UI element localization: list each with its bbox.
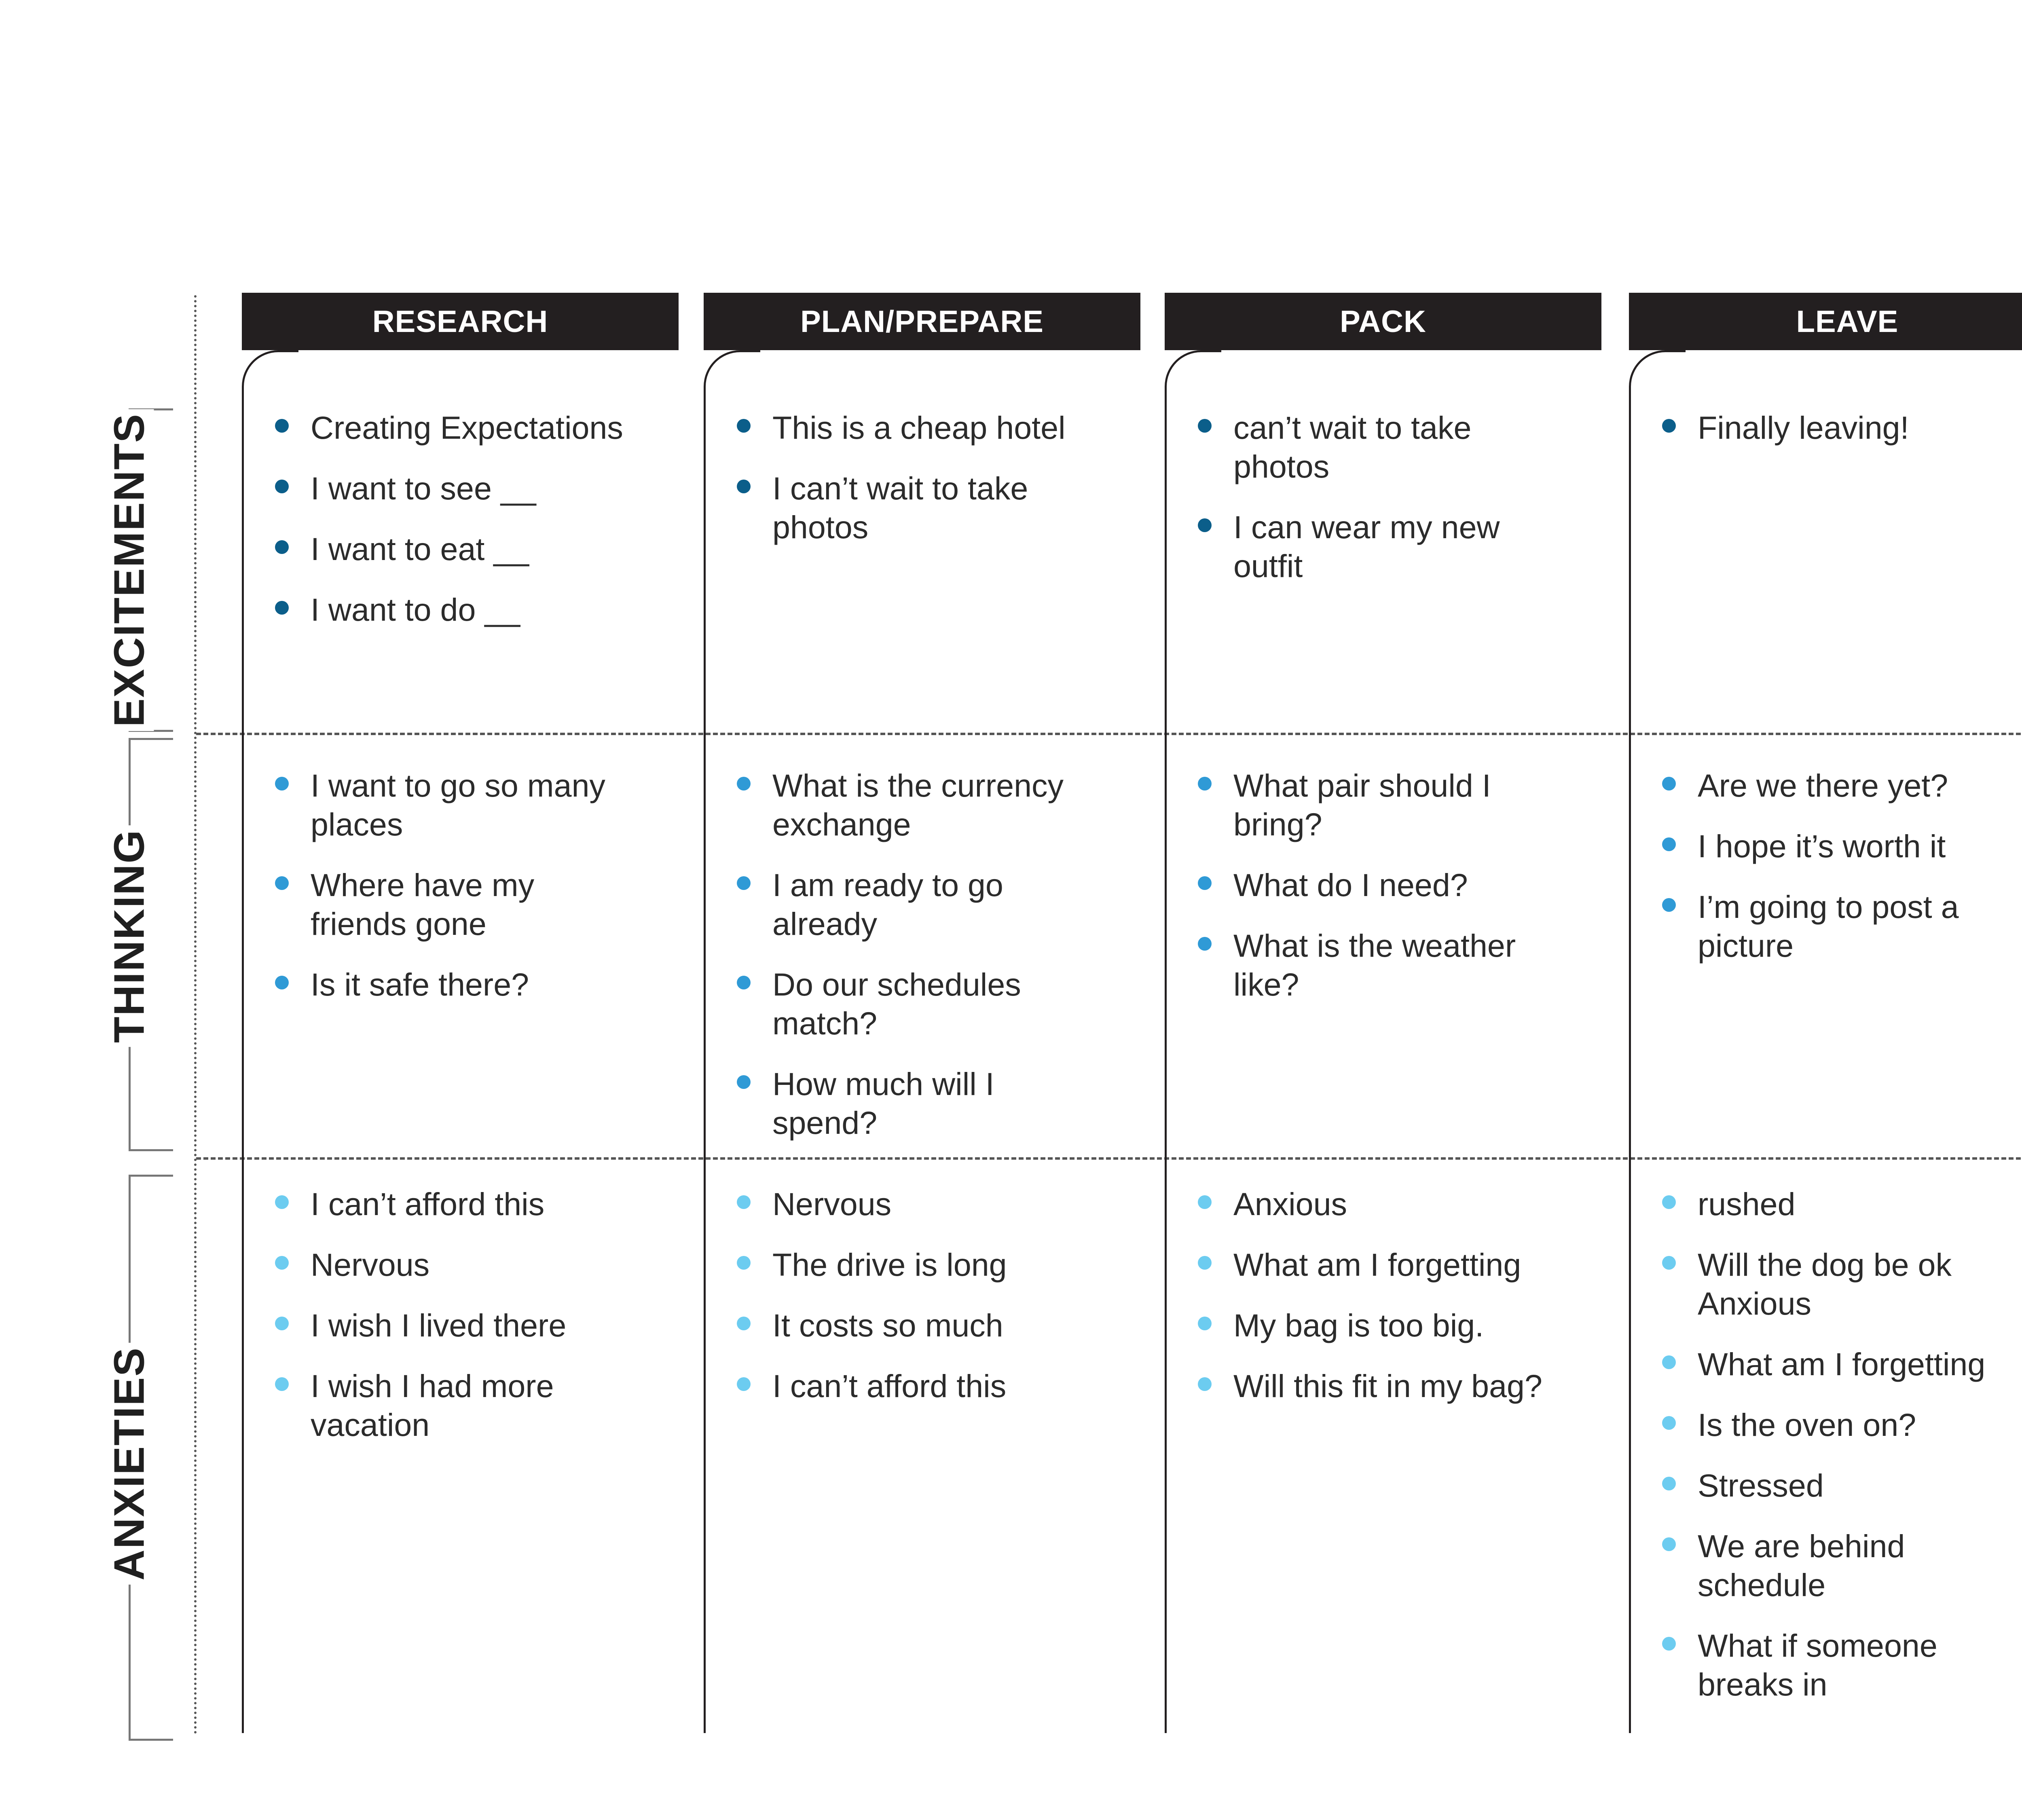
bullet-dot-icon xyxy=(275,1195,289,1209)
bullet-dot-icon xyxy=(737,777,751,791)
excitements-cell-plan-prepare xyxy=(732,408,1096,569)
stage-header-leave: LEAVE xyxy=(1629,293,2022,350)
list-item xyxy=(270,530,634,569)
excitements-cell-leave xyxy=(1657,408,2021,469)
list-item-text: I want to go so many places xyxy=(311,767,605,842)
list-item xyxy=(1657,1626,2021,1704)
anxieties-cell-plan-prepare xyxy=(732,1185,1096,1427)
bullet-dot-icon xyxy=(1662,419,1676,433)
list-item-text: Creating Expectations xyxy=(311,410,623,446)
list-item xyxy=(732,1245,1096,1284)
list-item xyxy=(270,866,634,943)
list-item-text: I want to eat __ xyxy=(311,531,529,567)
bullet-dot-icon xyxy=(275,976,289,989)
list-item-text: I can’t afford this xyxy=(772,1368,1007,1404)
list-item xyxy=(270,590,634,629)
row-divider-excitements-thinking xyxy=(196,733,2022,735)
bullet-dot-icon xyxy=(275,540,289,554)
list-item xyxy=(270,469,634,508)
list-item xyxy=(1657,766,2021,805)
list-item-text: Anxious xyxy=(1233,1186,1347,1222)
list-item xyxy=(270,408,634,447)
bullet-dot-icon xyxy=(1198,1256,1212,1270)
list-item-text: Where have my friends gone xyxy=(311,867,535,942)
list-item xyxy=(1657,1527,2021,1604)
list-item xyxy=(1657,888,2021,965)
bracket-cap xyxy=(129,1175,173,1177)
row-label-thinking: THINKING xyxy=(97,825,162,1047)
list-item xyxy=(732,469,1096,547)
bullet-dot-icon xyxy=(275,1377,289,1391)
list-item-text: rushed xyxy=(1698,1186,1796,1222)
list-item xyxy=(1657,1245,2021,1323)
list-item-text: It costs so much xyxy=(772,1307,1003,1343)
anxieties-cell-pack xyxy=(1193,1185,1557,1427)
list-item xyxy=(732,866,1096,943)
list-item-text: I am ready to go already xyxy=(772,867,1003,942)
list-item-text: What pair should I bring? xyxy=(1233,767,1491,842)
list-item xyxy=(270,965,634,1004)
list-item xyxy=(1657,408,2021,447)
list-item xyxy=(732,1185,1096,1224)
list-item-text: Finally leaving! xyxy=(1698,410,1909,446)
list-item-text: Is it safe there? xyxy=(311,966,529,1002)
list-item-text: What do I need? xyxy=(1233,867,1468,903)
bullet-dot-icon xyxy=(737,876,751,890)
list-item-text: What is the weather like? xyxy=(1233,928,1516,1002)
list-item-text: Nervous xyxy=(311,1247,430,1283)
anxieties-cell-research xyxy=(270,1185,634,1466)
bullet-dot-icon xyxy=(1662,1355,1676,1369)
bullet-dot-icon xyxy=(737,419,751,433)
list-item-text: Will this fit in my bag? xyxy=(1233,1368,1542,1404)
list-item-text: Do our schedules match? xyxy=(772,966,1021,1041)
thinking-cell-pack xyxy=(1193,766,1557,1026)
stage-header-research: RESEARCH xyxy=(242,293,679,350)
bullet-dot-icon xyxy=(737,976,751,989)
bullet-dot-icon xyxy=(737,1256,751,1270)
list-item-text: Will the dog be ok Anxious xyxy=(1698,1247,1952,1321)
list-item-text: Is the oven on? xyxy=(1698,1407,1916,1443)
list-item-text: I wish I had more vacation xyxy=(311,1368,554,1443)
list-item xyxy=(732,766,1096,844)
bullet-dot-icon xyxy=(1198,1195,1212,1209)
list-item-text: The drive is long xyxy=(772,1247,1007,1283)
row-label-anxieties: ANXIETIES xyxy=(97,1343,162,1585)
bullet-dot-icon xyxy=(275,480,289,493)
list-item-text: Are we there yet? xyxy=(1698,767,1948,803)
bullet-dot-icon xyxy=(1662,1256,1676,1270)
bullet-dot-icon xyxy=(1662,837,1676,851)
bullet-dot-icon xyxy=(1662,1195,1676,1209)
list-item xyxy=(270,1367,634,1444)
list-item-text: I can’t wait to take photos xyxy=(772,470,1028,545)
bullet-dot-icon xyxy=(1198,518,1212,532)
bullet-dot-icon xyxy=(1198,1317,1212,1330)
list-item xyxy=(1657,1406,2021,1444)
stage-header-pack: PACK xyxy=(1165,293,1601,350)
stage-header-plan-prepare: PLAN/PREPARE xyxy=(704,293,1140,350)
list-item-text: We are behind schedule xyxy=(1698,1528,1905,1603)
list-item xyxy=(1657,1185,2021,1224)
bullet-dot-icon xyxy=(1662,1537,1676,1551)
bracket-cap xyxy=(129,1739,173,1741)
list-item-text: What is the currency exchange xyxy=(772,767,1064,842)
list-item xyxy=(1657,1345,2021,1384)
list-item xyxy=(1193,508,1557,586)
bullet-dot-icon xyxy=(275,419,289,433)
list-item xyxy=(1193,1185,1557,1224)
bullet-dot-icon xyxy=(1662,777,1676,791)
bracket-cap xyxy=(129,1149,173,1151)
list-item-text: I hope it’s worth it xyxy=(1698,828,1946,864)
left-dotted-border xyxy=(194,295,197,1735)
bullet-dot-icon xyxy=(275,601,289,615)
list-item-text: What if someone breaks in xyxy=(1698,1628,1937,1702)
list-item-text: Stressed xyxy=(1698,1467,1824,1503)
list-item xyxy=(1193,408,1557,486)
excitements-cell-pack xyxy=(1193,408,1557,607)
bullet-dot-icon xyxy=(1662,1637,1676,1651)
list-item xyxy=(1657,1466,2021,1505)
list-item xyxy=(1193,866,1557,905)
list-item-text: I’m going to post a picture xyxy=(1698,889,1959,964)
bullet-dot-icon xyxy=(1198,777,1212,791)
list-item xyxy=(732,1367,1096,1406)
list-item xyxy=(732,1306,1096,1345)
bullet-dot-icon xyxy=(1662,898,1676,912)
thinking-cell-research xyxy=(270,766,634,1026)
list-item-text: How much will I spend? xyxy=(772,1066,994,1141)
row-label-excitements: EXCITEMENTS xyxy=(105,409,154,731)
list-item xyxy=(732,1065,1096,1142)
list-item xyxy=(270,1306,634,1345)
list-item xyxy=(1193,1306,1557,1345)
list-item-text: I want to see __ xyxy=(311,470,536,506)
list-item-text: What am I forgetting xyxy=(1233,1247,1521,1283)
list-item xyxy=(732,408,1096,447)
list-item-text: I can’t afford this xyxy=(311,1186,545,1222)
list-item-text: I wish I lived there xyxy=(311,1307,567,1343)
bullet-dot-icon xyxy=(275,876,289,890)
bullet-dot-icon xyxy=(1198,937,1212,951)
bullet-dot-icon xyxy=(737,480,751,493)
list-item xyxy=(270,1185,634,1224)
bullet-dot-icon xyxy=(1198,876,1212,890)
bullet-dot-icon xyxy=(737,1075,751,1089)
list-item xyxy=(732,965,1096,1043)
list-item xyxy=(270,1245,634,1284)
list-item xyxy=(1193,1245,1557,1284)
list-item-text: My bag is too big. xyxy=(1233,1307,1484,1343)
thinking-cell-leave xyxy=(1657,766,2021,987)
bullet-dot-icon xyxy=(1662,1416,1676,1430)
bullet-dot-icon xyxy=(1662,1477,1676,1490)
bullet-dot-icon xyxy=(737,1195,751,1209)
bullet-dot-icon xyxy=(275,777,289,791)
bracket-cap xyxy=(129,738,173,740)
list-item-text: This is a cheap hotel xyxy=(772,410,1066,446)
bullet-dot-icon xyxy=(275,1256,289,1270)
list-item-text: I can wear my new outfit xyxy=(1233,509,1500,584)
list-item xyxy=(1193,926,1557,1004)
excitements-cell-research xyxy=(270,408,634,651)
list-item-text: Nervous xyxy=(772,1186,892,1222)
list-item-text: I want to do __ xyxy=(311,592,520,628)
list-item-text: What am I forgetting xyxy=(1698,1346,1986,1382)
bullet-dot-icon xyxy=(1198,419,1212,433)
list-item xyxy=(1193,766,1557,844)
list-item xyxy=(270,766,634,844)
list-item xyxy=(1657,827,2021,866)
anxieties-cell-leave xyxy=(1657,1185,2021,1726)
bullet-dot-icon xyxy=(737,1317,751,1330)
bullet-dot-icon xyxy=(1198,1377,1212,1391)
bullet-dot-icon xyxy=(737,1377,751,1391)
thinking-cell-plan-prepare xyxy=(732,766,1096,1164)
list-item xyxy=(1193,1367,1557,1406)
list-item-text: can’t wait to take photos xyxy=(1233,410,1472,484)
row-divider-thinking-anxieties xyxy=(196,1157,2022,1160)
bullet-dot-icon xyxy=(275,1317,289,1330)
